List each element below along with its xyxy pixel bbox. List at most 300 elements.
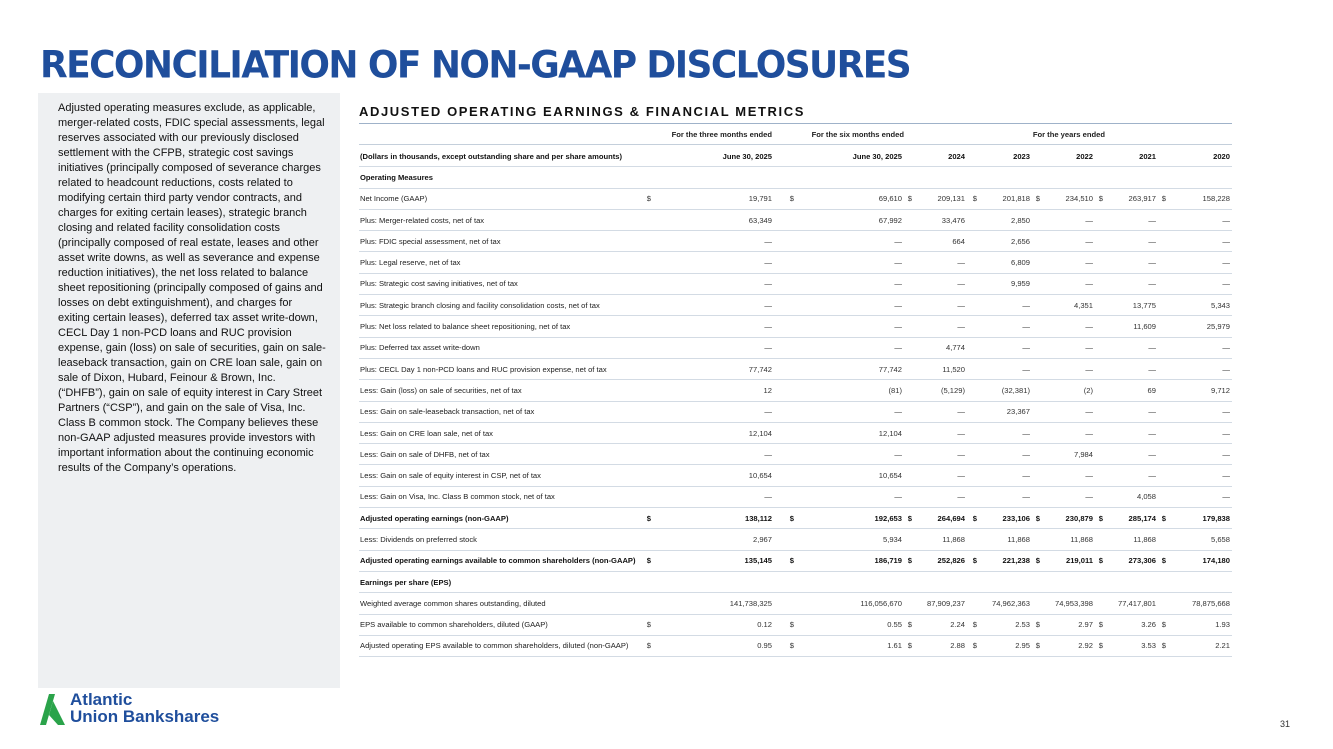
table-cell: — (796, 316, 904, 337)
currency-symbol (967, 231, 979, 252)
table-row (359, 444, 1232, 465)
currency-symbol: $ (904, 614, 914, 635)
currency-symbol: $ (1095, 508, 1105, 529)
currency-symbol (1158, 167, 1168, 188)
row-label: Plus: FDIC special assessment, net of tax (359, 231, 631, 252)
table-cell: 6,809 (979, 252, 1032, 273)
table-cell (796, 167, 904, 188)
currency-symbol (967, 380, 979, 401)
table-cell: — (796, 231, 904, 252)
table-cell: 201,818 (979, 188, 1032, 209)
table-cell (1105, 571, 1158, 592)
table-cell: — (653, 401, 774, 422)
table-cell: 2,850 (979, 209, 1032, 230)
table-cell: 141,738,325 (653, 593, 774, 614)
currency-symbol: $ (1158, 635, 1168, 656)
currency-symbol (1158, 486, 1168, 507)
currency-symbol (904, 422, 914, 443)
table-cell: 233,106 (979, 508, 1032, 529)
table-cell: 74,953,398 (1042, 593, 1095, 614)
currency-symbol: $ (904, 508, 914, 529)
table-cell: 11,868 (1105, 529, 1158, 550)
currency-symbol (1158, 380, 1168, 401)
table-cell: 63,349 (653, 209, 774, 230)
currency-symbol (774, 401, 796, 422)
row-label: Less: Dividends on preferred stock (359, 529, 631, 550)
table-cell: 158,228 (1168, 188, 1232, 209)
table-cell (796, 571, 904, 592)
currency-symbol (967, 273, 979, 294)
table-cell: 11,609 (1105, 316, 1158, 337)
currency-symbol: $ (774, 508, 796, 529)
table-row (359, 486, 1232, 507)
table-cell: — (1042, 273, 1095, 294)
currency-symbol (904, 231, 914, 252)
table-cell: — (914, 316, 967, 337)
currency-symbol (967, 358, 979, 379)
currency-symbol: $ (774, 188, 796, 209)
table-cell: 33,476 (914, 209, 967, 230)
table-cell (914, 167, 967, 188)
table-cell: — (653, 444, 774, 465)
table-cell: 12,104 (653, 422, 774, 443)
currency-symbol (1158, 444, 1168, 465)
currency-symbol (774, 444, 796, 465)
currency-symbol (967, 571, 979, 592)
table-cell: — (914, 465, 967, 486)
table-cell: 3.26 (1105, 614, 1158, 635)
table-cell: — (1105, 422, 1158, 443)
logo-line-2: Union Bankshares (70, 707, 220, 726)
table-cell: 12 (653, 380, 774, 401)
table-cell: 87,909,237 (914, 593, 967, 614)
table-cell: — (914, 486, 967, 507)
table-row (359, 231, 1232, 252)
table-cell: — (1105, 252, 1158, 273)
currency-symbol (1158, 316, 1168, 337)
table-cell: 13,775 (1105, 295, 1158, 316)
table-cell: — (1105, 401, 1158, 422)
currency-symbol: $ (1158, 188, 1168, 209)
currency-symbol (967, 422, 979, 443)
row-label: Weighted average common shares outstanding, diluted (359, 593, 631, 614)
table-cell (1105, 167, 1158, 188)
currency-symbol (774, 252, 796, 273)
currency-symbol: $ (631, 614, 653, 635)
table-row (359, 529, 1232, 550)
currency-symbol (774, 593, 796, 614)
row-label: Plus: Legal reserve, net of tax (359, 252, 631, 273)
currency-symbol (904, 295, 914, 316)
currency-symbol (1095, 252, 1105, 273)
currency-symbol (1095, 593, 1105, 614)
table-row (359, 614, 1232, 635)
table-cell: — (1168, 401, 1232, 422)
table-cell: — (796, 295, 904, 316)
table-cell: 230,879 (1042, 508, 1095, 529)
currency-symbol (904, 316, 914, 337)
currency-symbol (904, 252, 914, 273)
currency-symbol (631, 273, 653, 294)
table-cell: 4,058 (1105, 486, 1158, 507)
currency-symbol: $ (631, 550, 653, 571)
table-cell: 174,180 (1168, 550, 1232, 571)
currency-symbol (774, 337, 796, 358)
currency-symbol: $ (1158, 508, 1168, 529)
currency-symbol (967, 167, 979, 188)
table-cell: — (653, 486, 774, 507)
table-cell: 2.88 (914, 635, 967, 656)
currency-symbol (774, 486, 796, 507)
table-cell: 67,992 (796, 209, 904, 230)
table-cell: 77,417,801 (1105, 593, 1158, 614)
table-cell: — (1042, 401, 1095, 422)
table-row (359, 273, 1232, 294)
table-cell: — (1042, 465, 1095, 486)
currency-symbol (904, 444, 914, 465)
table-cell: 19,791 (653, 188, 774, 209)
table-cell: 11,520 (914, 358, 967, 379)
column-header: 2022 (1042, 146, 1095, 167)
row-label: Less: Gain on sale of equity interest in CSP, net of tax (359, 465, 631, 486)
section-title: ADJUSTED OPERATING EARNINGS & FINANCIAL METRICS (359, 104, 805, 119)
currency-symbol (631, 316, 653, 337)
table-row (359, 337, 1232, 358)
currency-symbol (774, 571, 796, 592)
table-cell: — (1042, 252, 1095, 273)
currency-symbol: $ (1032, 188, 1042, 209)
currency-symbol (1095, 571, 1105, 592)
column-header: 2023 (979, 146, 1032, 167)
currency-symbol (1158, 529, 1168, 550)
currency-symbol (774, 167, 796, 188)
currency-symbol: $ (904, 635, 914, 656)
table-cell: 9,959 (979, 273, 1032, 294)
table-cell (1042, 571, 1095, 592)
table-row (359, 316, 1232, 337)
table-cell: 252,826 (914, 550, 967, 571)
currency-symbol: $ (631, 635, 653, 656)
currency-symbol: $ (1095, 614, 1105, 635)
table-cell: 2,656 (979, 231, 1032, 252)
table-cell: — (914, 422, 967, 443)
row-label: Plus: Net loss related to balance sheet repositioning, net of tax (359, 316, 631, 337)
table-cell: 264,694 (914, 508, 967, 529)
currency-symbol (1158, 593, 1168, 614)
column-header: June 30, 2025 (653, 146, 774, 167)
currency-symbol: $ (631, 508, 653, 529)
currency-symbol (631, 358, 653, 379)
table-cell: — (979, 337, 1032, 358)
currency-symbol (1158, 422, 1168, 443)
table-cell: 77,742 (796, 358, 904, 379)
table-cell: — (979, 486, 1032, 507)
table-cell: 2,967 (653, 529, 774, 550)
table-cell: 4,351 (1042, 295, 1095, 316)
table-cell: 664 (914, 231, 967, 252)
currency-symbol (631, 380, 653, 401)
table-cell: — (1042, 337, 1095, 358)
currency-symbol (1095, 167, 1105, 188)
currency-symbol: $ (1032, 635, 1042, 656)
table-cell: — (1168, 337, 1232, 358)
table-cell: 179,838 (1168, 508, 1232, 529)
table-row (359, 508, 1232, 529)
table-row (359, 188, 1232, 209)
table-cell: — (1168, 358, 1232, 379)
table-cell: — (653, 273, 774, 294)
currency-symbol (1158, 252, 1168, 273)
currency-symbol (1095, 316, 1105, 337)
table-cell: — (914, 273, 967, 294)
table-cell: — (653, 295, 774, 316)
table-header-row (359, 146, 1232, 167)
currency-symbol (1095, 422, 1105, 443)
company-logo-text (70, 691, 219, 725)
table-cell: — (914, 295, 967, 316)
currency-symbol (967, 401, 979, 422)
table-cell: — (653, 252, 774, 273)
table-cell (653, 571, 774, 592)
table-cell: 5,343 (1168, 295, 1232, 316)
currency-symbol: $ (904, 188, 914, 209)
currency-symbol (1032, 593, 1042, 614)
table-cell (1168, 167, 1232, 188)
currency-symbol (967, 252, 979, 273)
currency-symbol: $ (1095, 635, 1105, 656)
currency-symbol: $ (967, 508, 979, 529)
currency-symbol (904, 337, 914, 358)
table-cell: — (653, 231, 774, 252)
table-row (359, 209, 1232, 230)
currency-symbol (774, 358, 796, 379)
row-label: Plus: Strategic cost saving initiatives, net of tax (359, 273, 631, 294)
table-cell: (2) (1042, 380, 1095, 401)
table-cell: — (1168, 252, 1232, 273)
row-label: Plus: Merger-related costs, net of tax (359, 209, 631, 230)
table-cell: 5,934 (796, 529, 904, 550)
currency-symbol (1095, 273, 1105, 294)
table-cell: 9,712 (1168, 380, 1232, 401)
table-cell: 219,011 (1042, 550, 1095, 571)
currency-symbol (1032, 422, 1042, 443)
table-cell: 209,131 (914, 188, 967, 209)
currency-symbol (1032, 465, 1042, 486)
currency-symbol (631, 252, 653, 273)
currency-symbol: $ (774, 550, 796, 571)
currency-symbol (1158, 295, 1168, 316)
table-cell: 5,658 (1168, 529, 1232, 550)
table-row (359, 252, 1232, 273)
table-cell: 10,654 (653, 465, 774, 486)
currency-symbol (1032, 358, 1042, 379)
table-cell: 1.61 (796, 635, 904, 656)
table-cell: — (914, 252, 967, 273)
currency-symbol (904, 401, 914, 422)
currency-symbol (774, 316, 796, 337)
table-cell: — (1105, 231, 1158, 252)
table-cell: — (653, 337, 774, 358)
table-cell: 4,774 (914, 337, 967, 358)
currency-symbol (1095, 529, 1105, 550)
logo-line-1: Atlantic (70, 690, 133, 709)
sidebar-description: Adjusted operating measures exclude, as applicable, merger-related costs, FDIC special assessments, legal reserves associated with our previously disclosed settlement with the CFPB, strategic cost savings initiatives (principally composed of severance charges related to headcount reductions, costs related to modifying certain third party vendor contracts, and charges for exiting certain leases), strategic branch closing and related facility consolidation costs (principally composed of real estate, leases and other asset write downs, as well as severance and expense reduction initiatives), the net loss related to balance sheet repositioning (principally composed of gains and losses on debt extinguishment), and charges for exiting certain leases), deferred tax asset write-down, CECL Day 1 non-PCD loans and RUC provision expense, gain (loss) on sale of securities, gain on sale-leaseback transaction, gain on CRE loan sale, gain on sale of Dixon, Hubard, Feinour & Brown, Inc. (“DHFB”), gain on sale of equity interest in Cary Street Partners (“CSP”), and gain on the sale of Visa, Inc. Class B common stock. The Company believes these non-GAAP adjusted measures provide investors with important information about the continuing economic results of the Company’s operations. (58, 102, 326, 474)
currency-symbol (631, 593, 653, 614)
table-cell: — (979, 444, 1032, 465)
column-header: 2021 (1105, 146, 1158, 167)
row-label: EPS available to common shareholders, diluted (GAAP) (359, 614, 631, 635)
table-row (359, 422, 1232, 443)
table-cell: 2.21 (1168, 635, 1232, 656)
table-cell: — (1168, 273, 1232, 294)
table-row (359, 593, 1232, 614)
currency-symbol (904, 209, 914, 230)
table-cell: — (1105, 209, 1158, 230)
table-cell: — (1168, 444, 1232, 465)
table-cell (979, 167, 1032, 188)
currency-symbol (631, 422, 653, 443)
period-group-years: For the years ended (1032, 130, 1105, 139)
table-cell: 11,868 (979, 529, 1032, 550)
table-cell: 0.95 (653, 635, 774, 656)
currency-symbol (631, 529, 653, 550)
currency-symbol (1095, 444, 1105, 465)
atlantic-union-logo-icon (40, 691, 68, 725)
currency-symbol (631, 231, 653, 252)
table-cell: 2.53 (979, 614, 1032, 635)
currency-symbol (631, 209, 653, 230)
currency-symbol (1158, 358, 1168, 379)
currency-symbol (1095, 380, 1105, 401)
row-label: Earnings per share (EPS) (359, 571, 631, 592)
page-number: 31 (1280, 719, 1291, 729)
currency-symbol (1158, 209, 1168, 230)
table-cell: 2.97 (1042, 614, 1095, 635)
row-label: Less: Gain (loss) on sale of securities, net of tax (359, 380, 631, 401)
table-body (359, 146, 1232, 657)
currency-symbol (1158, 231, 1168, 252)
currency-symbol (1032, 571, 1042, 592)
table-cell: — (796, 252, 904, 273)
table-cell: 78,875,668 (1168, 593, 1232, 614)
table-cell (1042, 167, 1095, 188)
table-cell: 2.24 (914, 614, 967, 635)
currency-symbol (1032, 316, 1042, 337)
table-cell: — (796, 401, 904, 422)
table-cell: — (1105, 337, 1158, 358)
currency-symbol: $ (1158, 614, 1168, 635)
table-cell: — (1168, 231, 1232, 252)
currency-symbol (631, 167, 653, 188)
table-cell (914, 571, 967, 592)
table-cell: 25,979 (1168, 316, 1232, 337)
currency-symbol (774, 380, 796, 401)
currency-symbol (1032, 273, 1042, 294)
currency-symbol (1158, 571, 1168, 592)
table-cell: 138,112 (653, 508, 774, 529)
row-label: Plus: Strategic branch closing and facility consolidation costs, net of tax (359, 295, 631, 316)
table-cell: — (1042, 316, 1095, 337)
currency-symbol (967, 593, 979, 614)
table-cell: — (979, 422, 1032, 443)
table-cell: 7,984 (1042, 444, 1095, 465)
currency-symbol (1032, 380, 1042, 401)
table-row (359, 401, 1232, 422)
row-label: Net Income (GAAP) (359, 188, 631, 209)
table-cell: — (979, 295, 1032, 316)
table-cell: — (653, 316, 774, 337)
currency-symbol (1158, 273, 1168, 294)
page-title: RECONCILIATION OF NON-GAAP DISCLOSURES (40, 44, 911, 88)
currency-symbol (631, 465, 653, 486)
currency-symbol (1095, 209, 1105, 230)
currency-symbol (774, 465, 796, 486)
table-row (359, 550, 1232, 571)
currency-symbol (1158, 465, 1168, 486)
currency-symbol: $ (1032, 508, 1042, 529)
table-cell: 11,868 (914, 529, 967, 550)
table-cell: — (1105, 358, 1158, 379)
currency-symbol (1032, 252, 1042, 273)
table-row (359, 465, 1232, 486)
currency-symbol (774, 273, 796, 294)
currency-symbol (1095, 337, 1105, 358)
table-cell: — (1168, 422, 1232, 443)
currency-symbol (904, 571, 914, 592)
table-cell: 186,719 (796, 550, 904, 571)
table-cell: — (1042, 422, 1095, 443)
table-cell: — (1042, 231, 1095, 252)
row-label: Adjusted operating earnings available to common shareholders (non-GAAP) (359, 550, 631, 571)
table-cell: 234,510 (1042, 188, 1095, 209)
table-cell: 285,174 (1105, 508, 1158, 529)
currency-symbol (1095, 358, 1105, 379)
currency-symbol (774, 209, 796, 230)
column-header: 2024 (914, 146, 967, 167)
row-label: Plus: Deferred tax asset write-down (359, 337, 631, 358)
column-header: June 30, 2025 (796, 146, 904, 167)
table-cell (653, 167, 774, 188)
table-cell: 23,367 (979, 401, 1032, 422)
table-cell: — (796, 444, 904, 465)
currency-symbol (1032, 401, 1042, 422)
table-cell: 116,056,670 (796, 593, 904, 614)
currency-symbol (904, 465, 914, 486)
currency-symbol (774, 529, 796, 550)
table-cell: — (1168, 465, 1232, 486)
currency-symbol (967, 444, 979, 465)
row-label: Less: Gain on Visa, Inc. Class B common stock, net of tax (359, 486, 631, 507)
financial-table (359, 146, 1232, 657)
currency-symbol (1032, 337, 1042, 358)
currency-symbol: $ (904, 550, 914, 571)
table-cell: — (914, 401, 967, 422)
currency-symbol (967, 295, 979, 316)
table-cell: (81) (796, 380, 904, 401)
table-cell: 2.92 (1042, 635, 1095, 656)
currency-symbol (1158, 401, 1168, 422)
table-cell: — (1105, 444, 1158, 465)
currency-symbol (1032, 486, 1042, 507)
table-cell: 263,917 (1105, 188, 1158, 209)
currency-symbol: $ (967, 550, 979, 571)
table-cell: — (979, 316, 1032, 337)
currency-symbol (967, 209, 979, 230)
currency-symbol (1032, 529, 1042, 550)
currency-symbol (967, 337, 979, 358)
currency-symbol (1032, 231, 1042, 252)
header-label: (Dollars in thousands, except outstanding share and per share amounts) (359, 146, 631, 167)
